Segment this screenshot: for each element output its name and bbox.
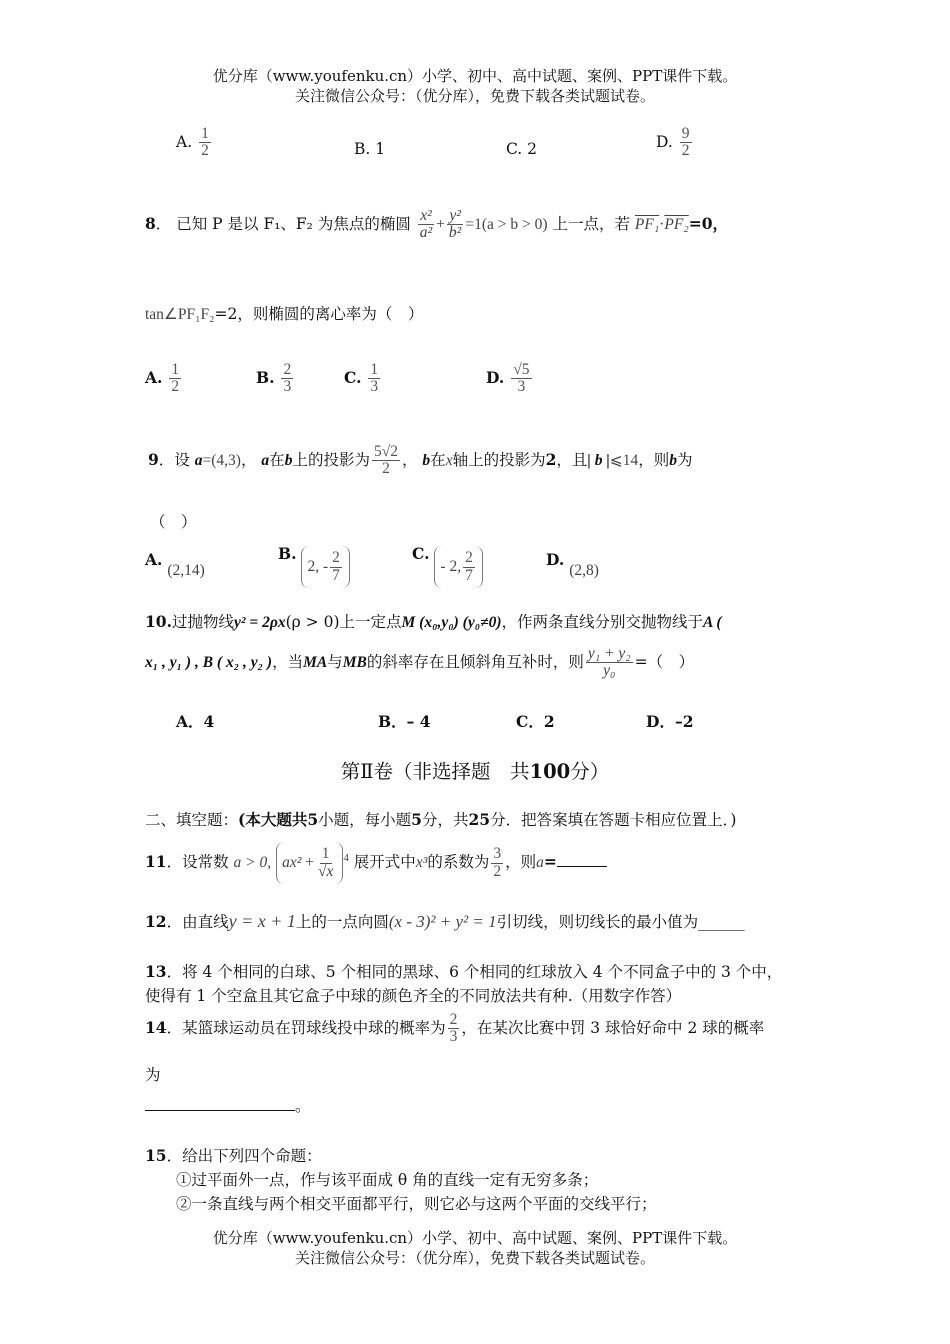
q9-option-b: B. 2, - $\frac{2}{7}$ xyxy=(278,546,350,588)
page-header-line2: 关注微信公众号：（优分库），免费下载各类试题试卷。 xyxy=(294,87,655,105)
q10-option-c: C．2 xyxy=(516,712,555,731)
page-header-line1: 优分库（www.youfenku.cn）小学、初中、高中试题、案例、PPT课件下载。 xyxy=(212,67,738,85)
q15-stem: 15．给出下列四个命题： xyxy=(145,1146,322,1165)
q14-answer-line: 。 xyxy=(145,1094,311,1116)
page-footer-line1: 优分库（www.youfenku.cn）小学、初中、高中试题、案例、PPT课件下载。 xyxy=(212,1229,738,1247)
q15-item-1: ①过平面外一点，作与该平面成 θ 角的直线一定有无穷多条； xyxy=(176,1171,599,1189)
q10-option-d: D．–2 xyxy=(646,712,694,731)
q10-stem-line2: x₁ , y₁ ) , B ( x₂ , y₂ )，当MA与MB的斜率存在且倾斜角互补时，则 $\frac{\text{y₁ + y₂}}{\text{y₀}}$ =（ ） xyxy=(145,645,695,680)
q8-option-a: A. $\frac{1}{2}$ xyxy=(145,361,180,396)
q13-line1: 13．将 4 个相同的白球、5 个相同的黑球、6 个相同的红球放入 4 个不同盒子中的 3 个中， xyxy=(145,962,783,981)
q7-option-b: B. 1 xyxy=(354,140,386,158)
q8-option-d: D. $\frac{√5}{3}$ xyxy=(486,361,530,396)
q7-option-a xyxy=(176,126,213,160)
q14-stem: 14．某篮球运动员在罚球线投中球的概率为 $\frac{2}{3}$ ，在某次比赛中罚 3 球恰好命中 2 球的概率 xyxy=(145,1011,765,1046)
q13-line2: 使得有 1 个空盒且其它盒子中球的颜色齐全的不同放法共有种.（用数字作答） xyxy=(145,987,682,1005)
q10-option-b: B．– 4 xyxy=(378,712,431,731)
q7-option-d: D. $\frac{9}{2}$ xyxy=(656,125,690,160)
q8-option-b: B. $\frac{2}{3}$ xyxy=(256,361,292,396)
q14-tail: 为 xyxy=(145,1066,161,1084)
q14-answer-blank xyxy=(145,1110,295,1111)
q10-stem-line1: 10.过抛物线y² = 2ρx(ρ > 0)上一定点M (x₀,y₀) (y₀≠0)，作两条直线分别交抛物线于A ( xyxy=(145,612,722,631)
q11-answer-blank xyxy=(557,866,607,867)
q9-option-c: C. - 2, $\frac{2}{7}$ xyxy=(412,546,483,588)
q11-stem: 11．设常数 a > 0, ax² + $\frac{1}{√x}$ $^4$ 展开式中x³的系数为 $\frac{3}{2}$ ，则a= xyxy=(145,842,607,884)
section-title: 第Ⅱ卷（非选择题 共100分） xyxy=(340,760,610,783)
q8-option-c: C. $\frac{1}{3}$ xyxy=(344,361,379,396)
q8-stem-line1: 8． 已知 P 是以 F₁、F₂ 为焦点的椭圆 $\frac{\text{x²}}{\text{a²}}$ + $\frac{\text{y²}}{\text{b²}}$ =1(a > b > 0) 上一点，若 PF₁·PF₂=0， xyxy=(145,207,729,242)
q15-item-2: ②一条直线与两个相交平面都平行，则它必与这两个平面的交线平行； xyxy=(176,1195,657,1213)
q9-option-d: D. (2,8) xyxy=(546,550,599,579)
q10-option-a: A．4 xyxy=(176,712,215,731)
q9-paren: （ ） xyxy=(150,513,197,531)
option-label: A. xyxy=(176,132,193,151)
q7-option-c: C. 2 xyxy=(506,140,538,158)
q8-stem-line2: tan∠PF₁F₂=2，则椭圆的离心率为（ ） xyxy=(145,305,424,323)
fill-in-intro: 二、填空题：(本大题共5小题，每小题5分，共25分．把答案填在答题卡相应位置上．) xyxy=(145,810,737,829)
page-footer-line2: 关注微信公众号：（优分库），免费下载各类试题试卷。 xyxy=(294,1249,655,1267)
q12-stem: 12．由直线y = x + 1上的一点向圆(x - 3)² + y² = 1引切线，则切线长的最小值为______ xyxy=(145,911,745,931)
q9-option-a: A. (2,14) xyxy=(145,550,205,579)
q9-stem: 9．设 a=(4,3)， a在b上的投影为 $\frac{5√2}{2}$ ， b在x轴上的投影为2，且| b |⩽14，则b为 xyxy=(148,443,693,478)
q7-a-fraction: $\frac{1}{2}$ xyxy=(201,125,209,160)
q7-d-fraction: $\frac{9}{2}$ xyxy=(681,125,690,160)
